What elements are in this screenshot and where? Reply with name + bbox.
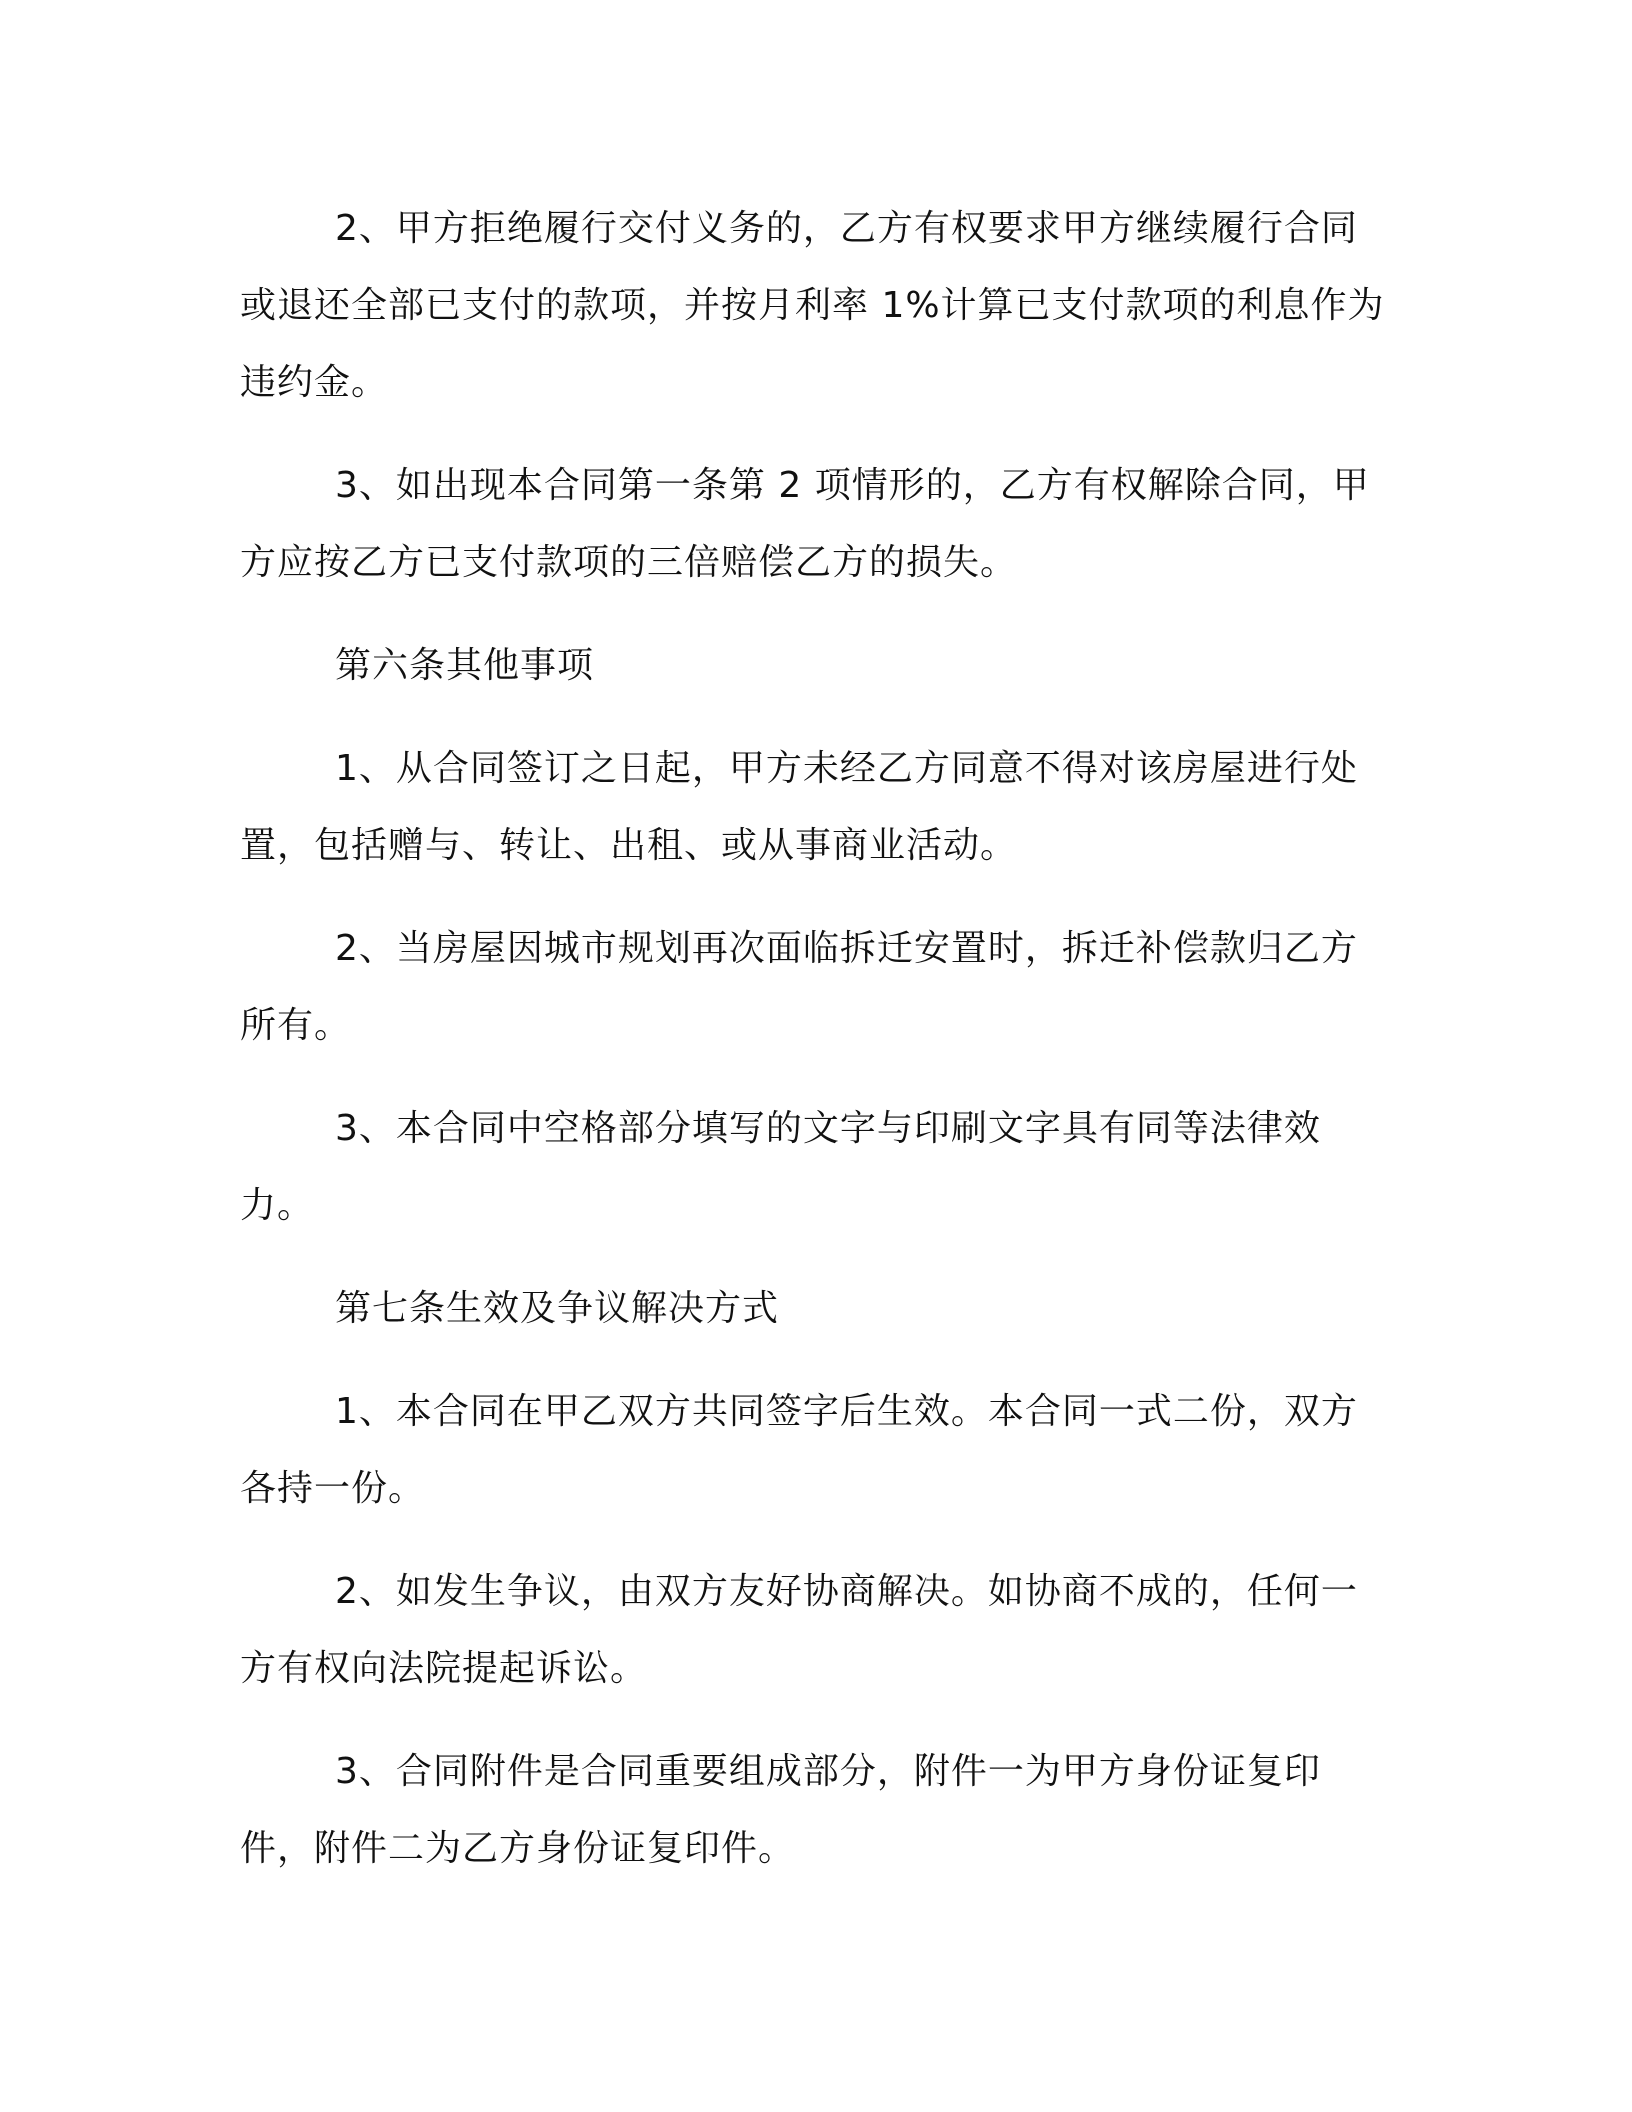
document-body — [240, 190, 1390, 1887]
clause-7-2: 2、如发生争议，由双方友好协商解决。如协商不成的，任何一方有权向法院提起诉讼。 — [240, 1571, 1358, 1689]
clause-6-2: 2、当房屋因城市规划再次面临拆迁安置时，拆迁补偿款归乙方所有。 — [240, 928, 1358, 1046]
clause-5-3: 3、如出现本合同第一条第 2 项情形的，乙方有权解除合同，甲方应按乙方已支付款项的三倍赔偿乙方的损失。 — [240, 465, 1370, 583]
clause-7-3: 3、合同附件是合同重要组成部分，附件一为甲方身份证复印件，附件二为乙方身份证复印件。 — [240, 1751, 1321, 1869]
article-7-heading: 第七条生效及争议解决方式 — [335, 1288, 780, 1329]
clause-6-3: 3、本合同中空格部分填写的文字与印刷文字具有同等法律效力。 — [240, 1108, 1321, 1226]
clause-6-1: 1、从合同签订之日起，甲方未经乙方同意不得对该房屋进行处置，包括赠与、转让、出租、或从事商业活动。 — [240, 748, 1358, 866]
article-6-heading: 第六条其他事项 — [335, 645, 595, 686]
clause-5-2: 2、甲方拒绝履行交付义务的，乙方有权要求甲方继续履行合同或退还全部已支付的款项，并按月利率 1%计算已支付款项的利息作为违约金。 — [240, 208, 1385, 403]
clause-7-1: 1、本合同在甲乙双方共同签字后生效。本合同一式二份，双方各持一份。 — [240, 1391, 1358, 1509]
